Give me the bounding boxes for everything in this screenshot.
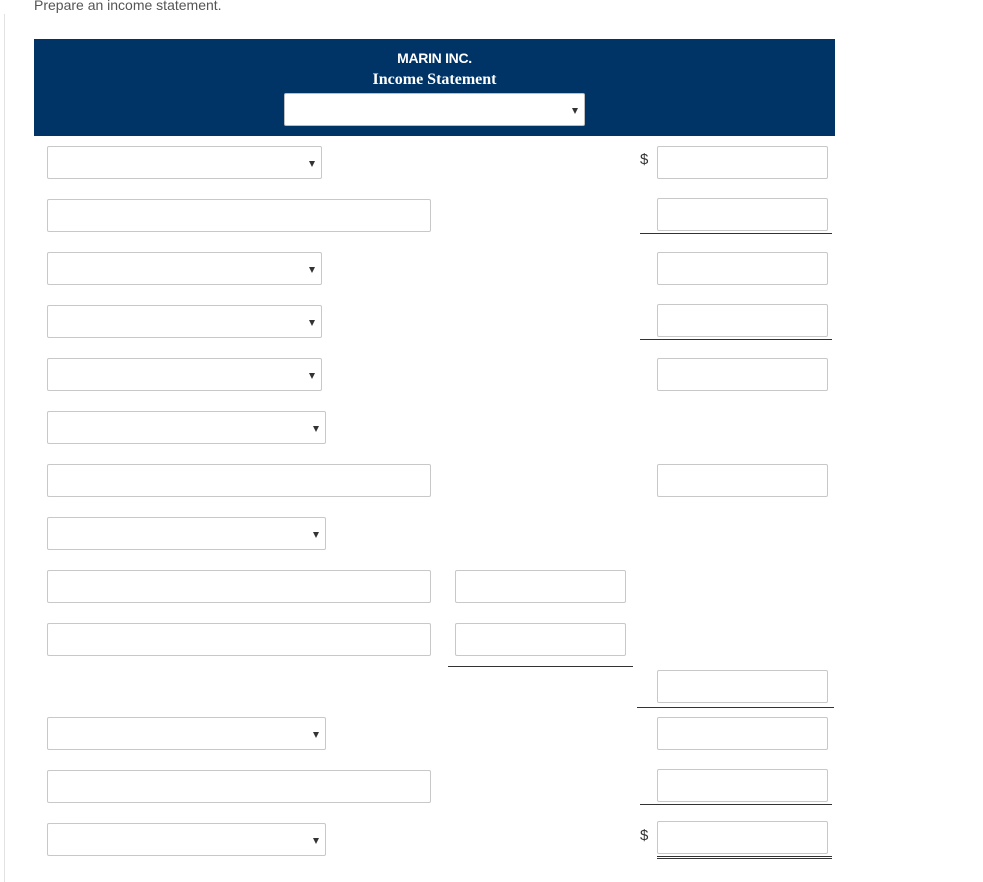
row-6-label-dropdown[interactable]	[47, 411, 326, 444]
currency-symbol: $	[640, 827, 649, 844]
row-2-label-input[interactable]	[47, 199, 431, 232]
row-10-amount-input[interactable]	[455, 623, 626, 656]
row-13-underline	[640, 804, 832, 805]
page-left-border	[4, 14, 5, 882]
row-4-underline	[640, 339, 832, 340]
row-2-amount-input[interactable]	[657, 198, 828, 231]
row-9-label-input[interactable]	[47, 570, 431, 603]
instruction-text: Prepare an income statement.	[34, 0, 222, 13]
row-14-amount-input[interactable]	[657, 821, 828, 854]
row-1-amount-input[interactable]	[657, 146, 828, 179]
row-12-label-dropdown[interactable]	[47, 717, 326, 750]
row-14-double-underline	[657, 856, 832, 859]
row-4-label-dropdown[interactable]	[47, 305, 322, 338]
row-3-amount-input[interactable]	[657, 252, 828, 285]
row-7-amount-input[interactable]	[657, 464, 828, 497]
row-11-amount-input[interactable]	[657, 670, 828, 703]
row-2-underline	[640, 233, 832, 234]
row-9-amount-input[interactable]	[455, 570, 626, 603]
currency-symbol: $	[640, 151, 649, 168]
row-5-label-dropdown[interactable]	[47, 358, 322, 391]
row-8-label-dropdown[interactable]	[47, 517, 326, 550]
row-10-label-input[interactable]	[47, 623, 431, 656]
row-13-label-input[interactable]	[47, 770, 431, 803]
row-14-label-dropdown[interactable]	[47, 823, 326, 856]
row-5-amount-input[interactable]	[657, 358, 828, 391]
period-dropdown[interactable]	[284, 93, 585, 126]
statement-title: Income Statement	[372, 71, 497, 88]
row-1-label-dropdown[interactable]	[47, 146, 322, 179]
row-10-underline	[448, 666, 633, 667]
row-3-label-dropdown[interactable]	[47, 252, 322, 285]
row-13-amount-input[interactable]	[657, 769, 828, 802]
statement-header	[34, 39, 835, 136]
company-name: MARIN INC.	[397, 50, 472, 66]
row-7-label-input[interactable]	[47, 464, 431, 497]
row-12-amount-input[interactable]	[657, 717, 828, 750]
row-4-amount-input[interactable]	[657, 304, 828, 337]
row-11-underline	[637, 707, 834, 708]
